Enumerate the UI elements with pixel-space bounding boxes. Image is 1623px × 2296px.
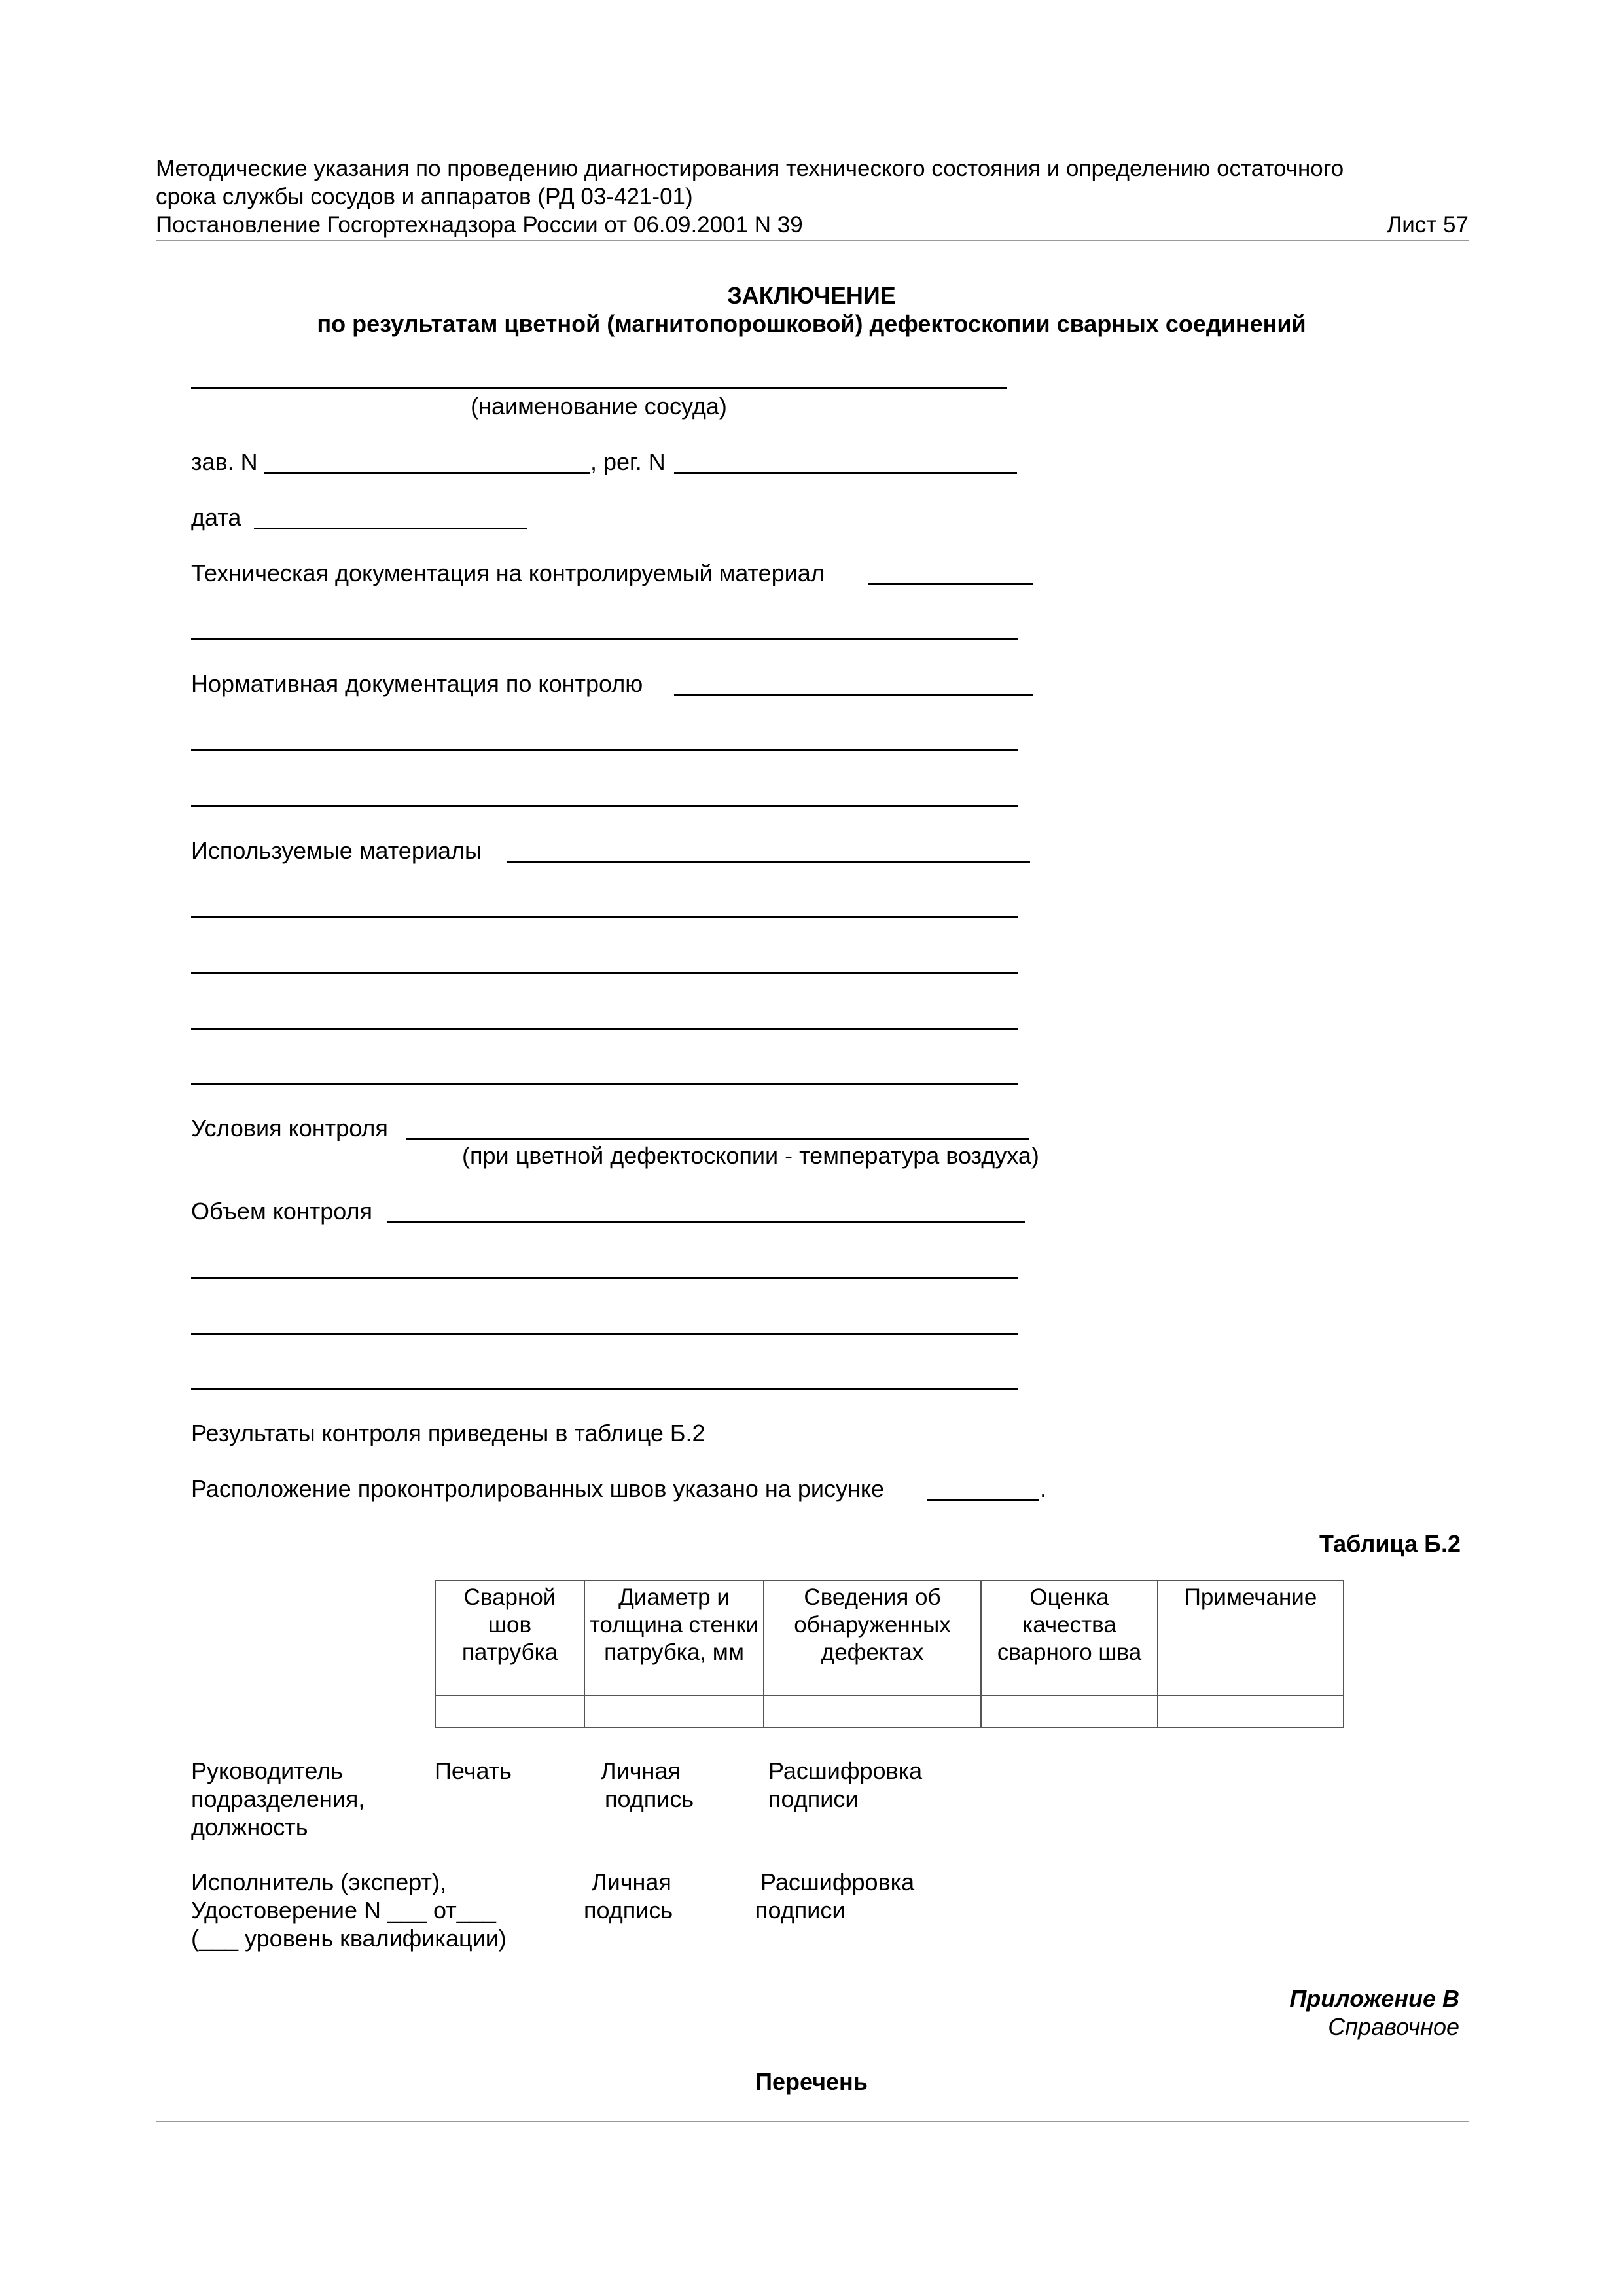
- header-line-3: Постановление Госгортехнадзора России от 06.09.2001 N 39: [156, 212, 803, 238]
- table-cell[interactable]: [435, 1696, 584, 1727]
- personal-signature-2-line-1: Личная: [592, 1869, 671, 1895]
- table-row: [435, 1696, 1344, 1727]
- signature-decode-1-line-2: подписи: [768, 1785, 859, 1812]
- table-header-defects: Сведения об обнаруженных дефектах: [764, 1581, 981, 1696]
- table-header-row: [435, 1581, 1344, 1696]
- table-cell[interactable]: [584, 1696, 764, 1727]
- reg-number-line[interactable]: [674, 472, 1017, 474]
- volume-label: Объем контроля: [191, 1198, 372, 1225]
- personal-signature-2: [584, 1868, 673, 1924]
- table-header-diameter: Диаметр и толщина стенки патрубка, мм: [584, 1581, 764, 1696]
- tech-doc-line-2[interactable]: [191, 638, 1018, 640]
- results-text: Результаты контроля приведены в таблице Б.2: [191, 1420, 705, 1446]
- signature-decode-1: [768, 1757, 922, 1813]
- document-subtitle: по результатам цветной (магнитопорошковой) дефектоскопии сварных соединений: [317, 310, 1306, 337]
- materials-line-5[interactable]: [191, 1083, 1018, 1085]
- document-title: ЗАКЛЮЧЕНИЕ: [727, 282, 896, 309]
- personal-signature-1-line-2: подпись: [605, 1785, 694, 1812]
- signature-decode-2-line-1: Расшифровка: [760, 1869, 915, 1895]
- materials-line-3[interactable]: [191, 972, 1018, 974]
- figure-number-line[interactable]: [927, 1499, 1039, 1501]
- norm-doc-line-1[interactable]: [674, 694, 1033, 696]
- footer-divider: [156, 2121, 1469, 2122]
- executor-signatory: [191, 1868, 507, 1952]
- zav-label: зав. N: [191, 448, 258, 475]
- table-header-weld: Сварной шов патрубка: [435, 1581, 584, 1696]
- table-cell[interactable]: [981, 1696, 1158, 1727]
- executor-line-3: (___ уровень квалификации): [191, 1925, 507, 1952]
- materials-line-4[interactable]: [191, 1028, 1018, 1030]
- executor-line-1: Исполнитель (эксперт),: [191, 1869, 447, 1895]
- stamp-label: Печать: [435, 1757, 512, 1784]
- table-cell[interactable]: [764, 1696, 981, 1727]
- head-line-3: должность: [191, 1814, 308, 1840]
- vessel-name-line: [191, 387, 1007, 389]
- head-line-1: Руководитель: [191, 1757, 343, 1784]
- zav-number-line[interactable]: [264, 472, 590, 474]
- header-divider: [156, 240, 1469, 241]
- materials-line-1[interactable]: [507, 861, 1030, 863]
- location-period: .: [1040, 1475, 1047, 1502]
- volume-line-2[interactable]: [191, 1277, 1018, 1279]
- list-title: Перечень: [755, 2068, 868, 2095]
- table-header-quality: Оценка качества сварного шва: [981, 1581, 1158, 1696]
- tech-doc-line-1[interactable]: [868, 583, 1033, 585]
- personal-signature-1: [601, 1757, 694, 1813]
- norm-doc-label: Нормативная документация по контролю: [191, 670, 643, 697]
- materials-label: Используемые материалы: [191, 837, 482, 864]
- results-table: [435, 1580, 1344, 1728]
- location-text: Расположение проконтролированных швов указано на рисунке: [191, 1475, 885, 1502]
- table-cell[interactable]: [1158, 1696, 1344, 1727]
- materials-line-2[interactable]: [191, 916, 1018, 918]
- appendix-subtitle: Справочное: [1328, 2013, 1459, 2040]
- conditions-caption: (при цветной дефектоскопии - температура воздуха): [462, 1142, 1039, 1169]
- volume-line-1[interactable]: [387, 1221, 1025, 1223]
- signature-decode-1-line-1: Расшифровка: [768, 1757, 923, 1784]
- header-line-1: Методические указания по проведению диагностирования технического состояния и определению остаточного: [156, 156, 1344, 181]
- norm-doc-line-2[interactable]: [191, 749, 1018, 751]
- signature-decode-2-line-2: подписи: [755, 1897, 846, 1924]
- signature-decode-2: [755, 1868, 915, 1924]
- date-line[interactable]: [254, 528, 527, 529]
- sheet-number: Лист 57: [1387, 212, 1469, 238]
- norm-doc-line-3[interactable]: [191, 805, 1018, 807]
- conditions-label: Условия контроля: [191, 1115, 388, 1141]
- volume-line-4[interactable]: [191, 1388, 1018, 1390]
- personal-signature-1-line-1: Личная: [601, 1757, 681, 1784]
- personal-signature-2-line-2: подпись: [584, 1897, 673, 1924]
- tech-doc-label: Техническая документация на контролируемый материал: [191, 560, 825, 586]
- volume-line-3[interactable]: [191, 1333, 1018, 1335]
- appendix-title: Приложение В: [1289, 1985, 1459, 2012]
- head-signatory: [191, 1757, 365, 1841]
- table-header-note: Примечание: [1158, 1581, 1344, 1696]
- head-line-2: подразделения,: [191, 1785, 365, 1812]
- date-label: дата: [191, 504, 241, 531]
- header-line-2: срока службы сосудов и аппаратов (РД 03-421-01): [156, 184, 693, 209]
- reg-label: , рег. N: [590, 448, 666, 475]
- table-caption: Таблица Б.2: [1319, 1530, 1461, 1557]
- vessel-name-caption: (наименование сосуда): [471, 393, 727, 420]
- conditions-line[interactable]: [406, 1138, 1029, 1140]
- executor-line-2: Удостоверение N ___ от___: [191, 1897, 496, 1924]
